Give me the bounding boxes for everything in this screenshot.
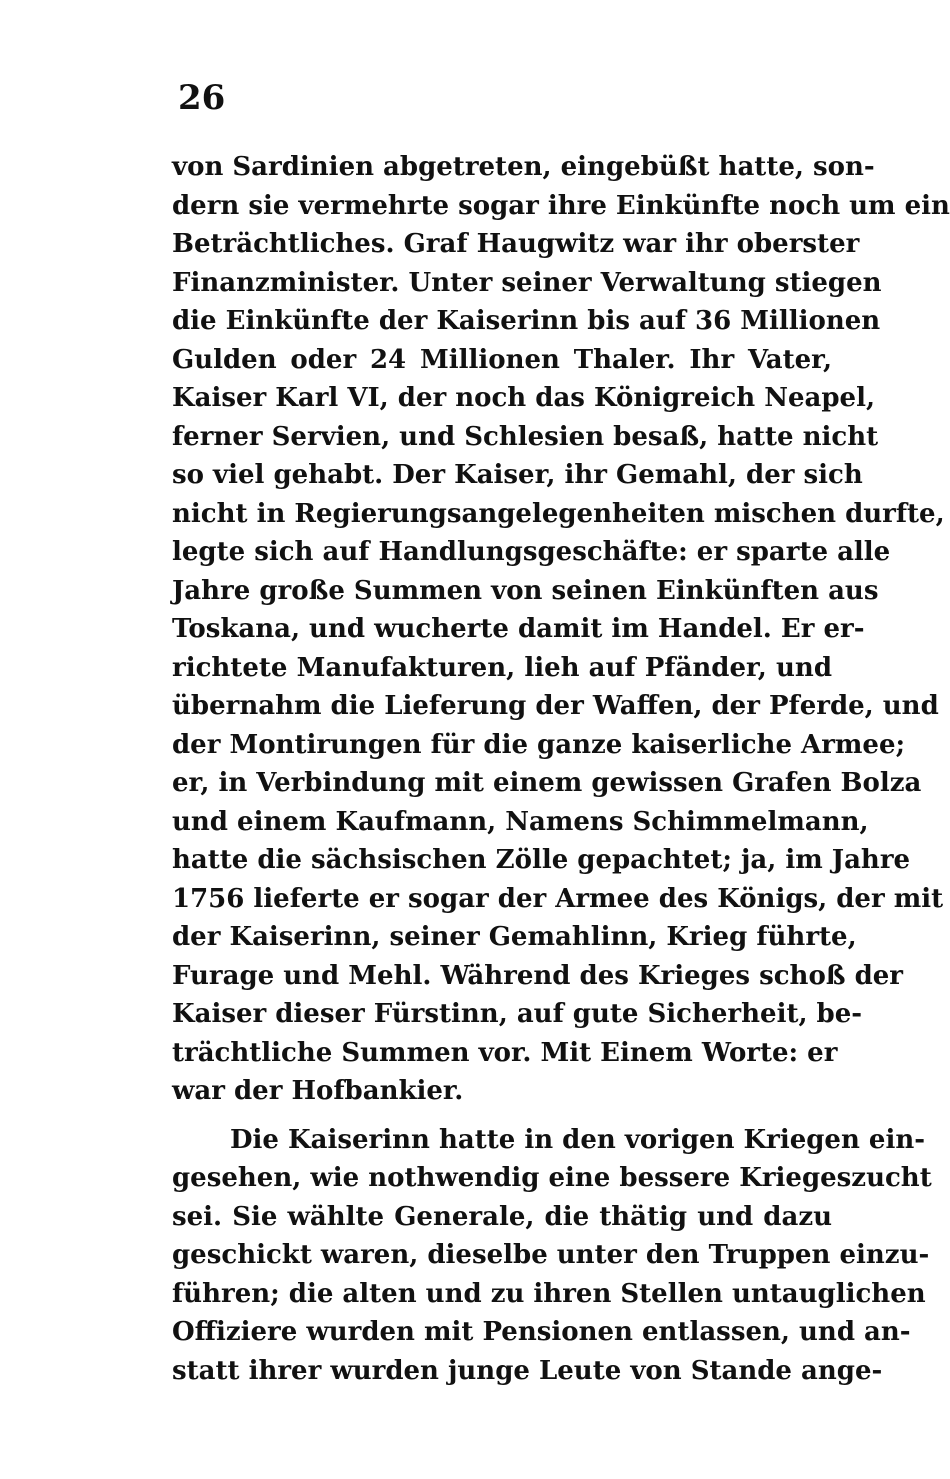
text-line: so viel gehabt. Der Kaiser, ihr Gemahl, der sich: [172, 460, 863, 490]
text-line: Kaiser dieser Fürstinn, auf gute Sicherheit, be-: [172, 999, 863, 1029]
text-line: Finanzminister. Unter seiner Verwaltung stiegen: [172, 267, 882, 298]
text-line: Die Kaiserinn hatte in den vorigen Kriegen ein-: [230, 1124, 926, 1155]
text-line: trächtliche Summen vor. Mit Einem Worte: er: [172, 1037, 838, 1068]
text-line: sei. Sie wählte Generale, die thätig und dazu: [172, 1201, 832, 1232]
text-line: geschickt waren, dieselbe unter den Truppen einzu-: [172, 1240, 930, 1270]
text-line: Offiziere wurden mit Pensionen entlassen, und an-: [172, 1317, 911, 1347]
text-line: gesehen, wie nothwendig eine bessere Kriegeszucht: [172, 1163, 932, 1193]
text-line: Beträchtliches. Graf Haugwitz war ihr oberster: [172, 229, 860, 259]
paragraph-2: [172, 1121, 932, 1391]
text-line: er, in Verbindung mit einem gewissen Grafen Bolza: [172, 768, 922, 798]
text-line: Kaiser Karl VI, der noch das Königreich Neapel,: [172, 383, 876, 413]
text-line: hatte die sächsischen Zölle gepachtet; ja, im Jahre: [172, 845, 911, 875]
text-line: Gulden oder 24 Millionen Thaler. Ihr Vater,: [172, 344, 832, 375]
text-line: dern sie vermehrte sogar ihre Einkünfte noch um ein: [172, 190, 950, 221]
text-line: und einem Kaufmann, Namens Schimmelmann,: [172, 806, 869, 837]
text-line: ferner Servien, und Schlesien besaß, hatte nicht: [172, 421, 879, 452]
text-line: statt ihrer wurden junge Leute von Stande ange-: [172, 1355, 883, 1386]
text-line: von Sardinien abgetreten, eingebüßt hatte, son-: [172, 152, 875, 182]
text-line: führen; die alten und zu ihren Stellen untauglichen: [172, 1278, 926, 1309]
page-number: 26: [178, 78, 226, 118]
text-line: die Einkünfte der Kaiserinn bis auf 36 Millionen: [172, 306, 881, 336]
text-line: nicht in Regierungsangelegenheiten mischen durfte,: [172, 498, 945, 529]
text-line: Toskana, und wucherte damit im Handel. Er er-: [172, 614, 865, 644]
text-line: übernahm die Lieferung der Waffen, der Pferde, und: [172, 691, 939, 721]
paragraph-gap: [172, 1111, 832, 1121]
text-line: Jahre große Summen von seinen Einkünften aus: [172, 575, 879, 606]
text-line: Furage und Mehl. Während des Krieges schoß der: [172, 960, 904, 991]
paragraph-1: [172, 148, 950, 1111]
text-line: richtete Manufakturen, lieh auf Pfänder, und: [172, 652, 832, 683]
body-text: [172, 148, 950, 1390]
text-line: 1756 lieferte er sogar der Armee des Königs, der mit: [172, 883, 944, 914]
text-line: der Montirungen für die ganze kaiserliche Armee;: [172, 729, 906, 760]
text-line: legte sich auf Handlungsgeschäfte: er sparte alle: [172, 537, 891, 567]
text-line: der Kaiserinn, seiner Gemahlinn, Krieg führte,: [172, 922, 857, 952]
text-line: war der Hofbankier.: [172, 1076, 464, 1106]
